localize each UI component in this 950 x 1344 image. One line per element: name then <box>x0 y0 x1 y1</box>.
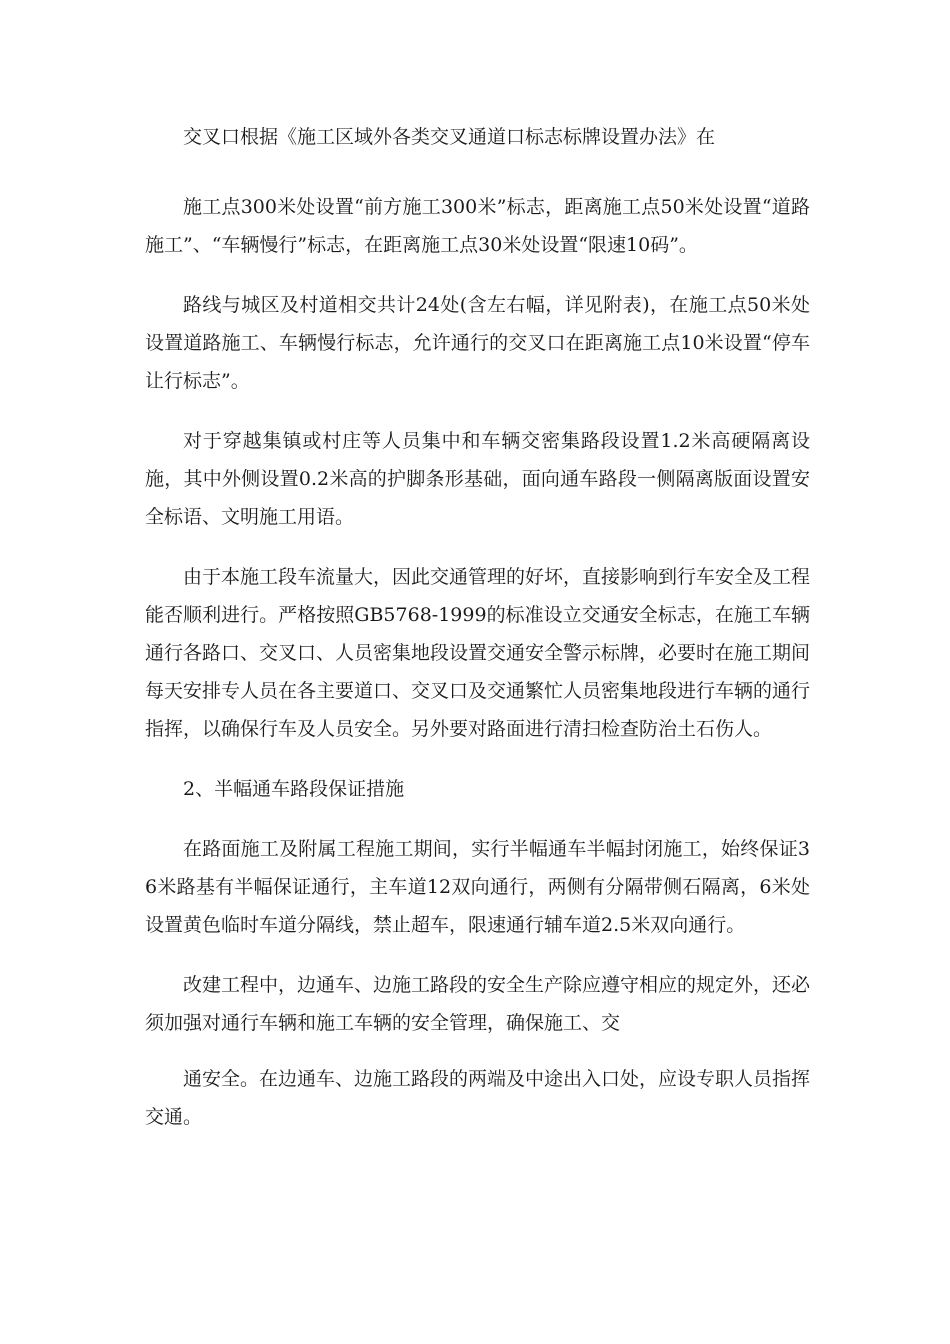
paragraph-1: 交叉口根据《施工区域外各类交叉通道口标志标牌设置办法》在 <box>183 126 716 148</box>
section-heading: 2、半幅通车路段保证措施 <box>183 778 405 800</box>
paragraph-5: 由于本施工段车流量大，因此交通管理的好坏，直接影响到行车安全及工程能否顺利进行。严格按照GB5768-1999的标准设立交通安全标志，在施工车辆通行各路口、交叉口、人员密集地段设置交通安全警示标牌，必要时在施工期间每天安排专人员在各主要道口、交叉口及交通繁忙人员密集地段进行车辆的通行指挥，以确保行车及人员安全。另外要对路面进行清扫检查防治土石伤人。 <box>145 566 811 740</box>
paragraph-8: 通安全。在边通车、边施工路段的两端及中途出入口处，应设专职人员指挥交通。 <box>145 1068 811 1128</box>
paragraph-4: 对于穿越集镇或村庄等人员集中和车辆交密集路段设置1.2米高硬隔离设施，其中外侧设置0.2米高的护脚条形基础，面向通车路段一侧隔离版面设置安全标语、文明施工用语。 <box>145 430 810 528</box>
paragraph-6: 在路面施工及附属工程施工期间，实行半幅通车半幅封闭施工，始终保证36米路基有半幅保证通行，主车道12双向通行，两侧有分隔带侧石隔离，6米处设置黄色临时车道分隔线，禁止超车，限速通行辅车道2.5米双向通行。 <box>145 838 810 936</box>
document-body <box>145 118 810 1136</box>
paragraph-7: 改建工程中，边通车、边施工路段的安全生产除应遵守相应的规定外，还必须加强对通行车辆和施工车辆的安全管理，确保施工、交 <box>145 974 811 1034</box>
paragraph-3: 路线与城区及村道相交共计24处(含左右幅，详见附表)，在施工点50米处设置道路施工、车辆慢行标志，允许通行的交叉口在距离施工点10米设置“停车让行标志”。 <box>145 294 810 392</box>
paragraph-2: 施工点300米处设置“前方施工300米”标志，距离施工点50米处设置“道路施工”、“车辆慢行”标志，在距离施工点30米处设置“限速10码”。 <box>145 196 810 256</box>
